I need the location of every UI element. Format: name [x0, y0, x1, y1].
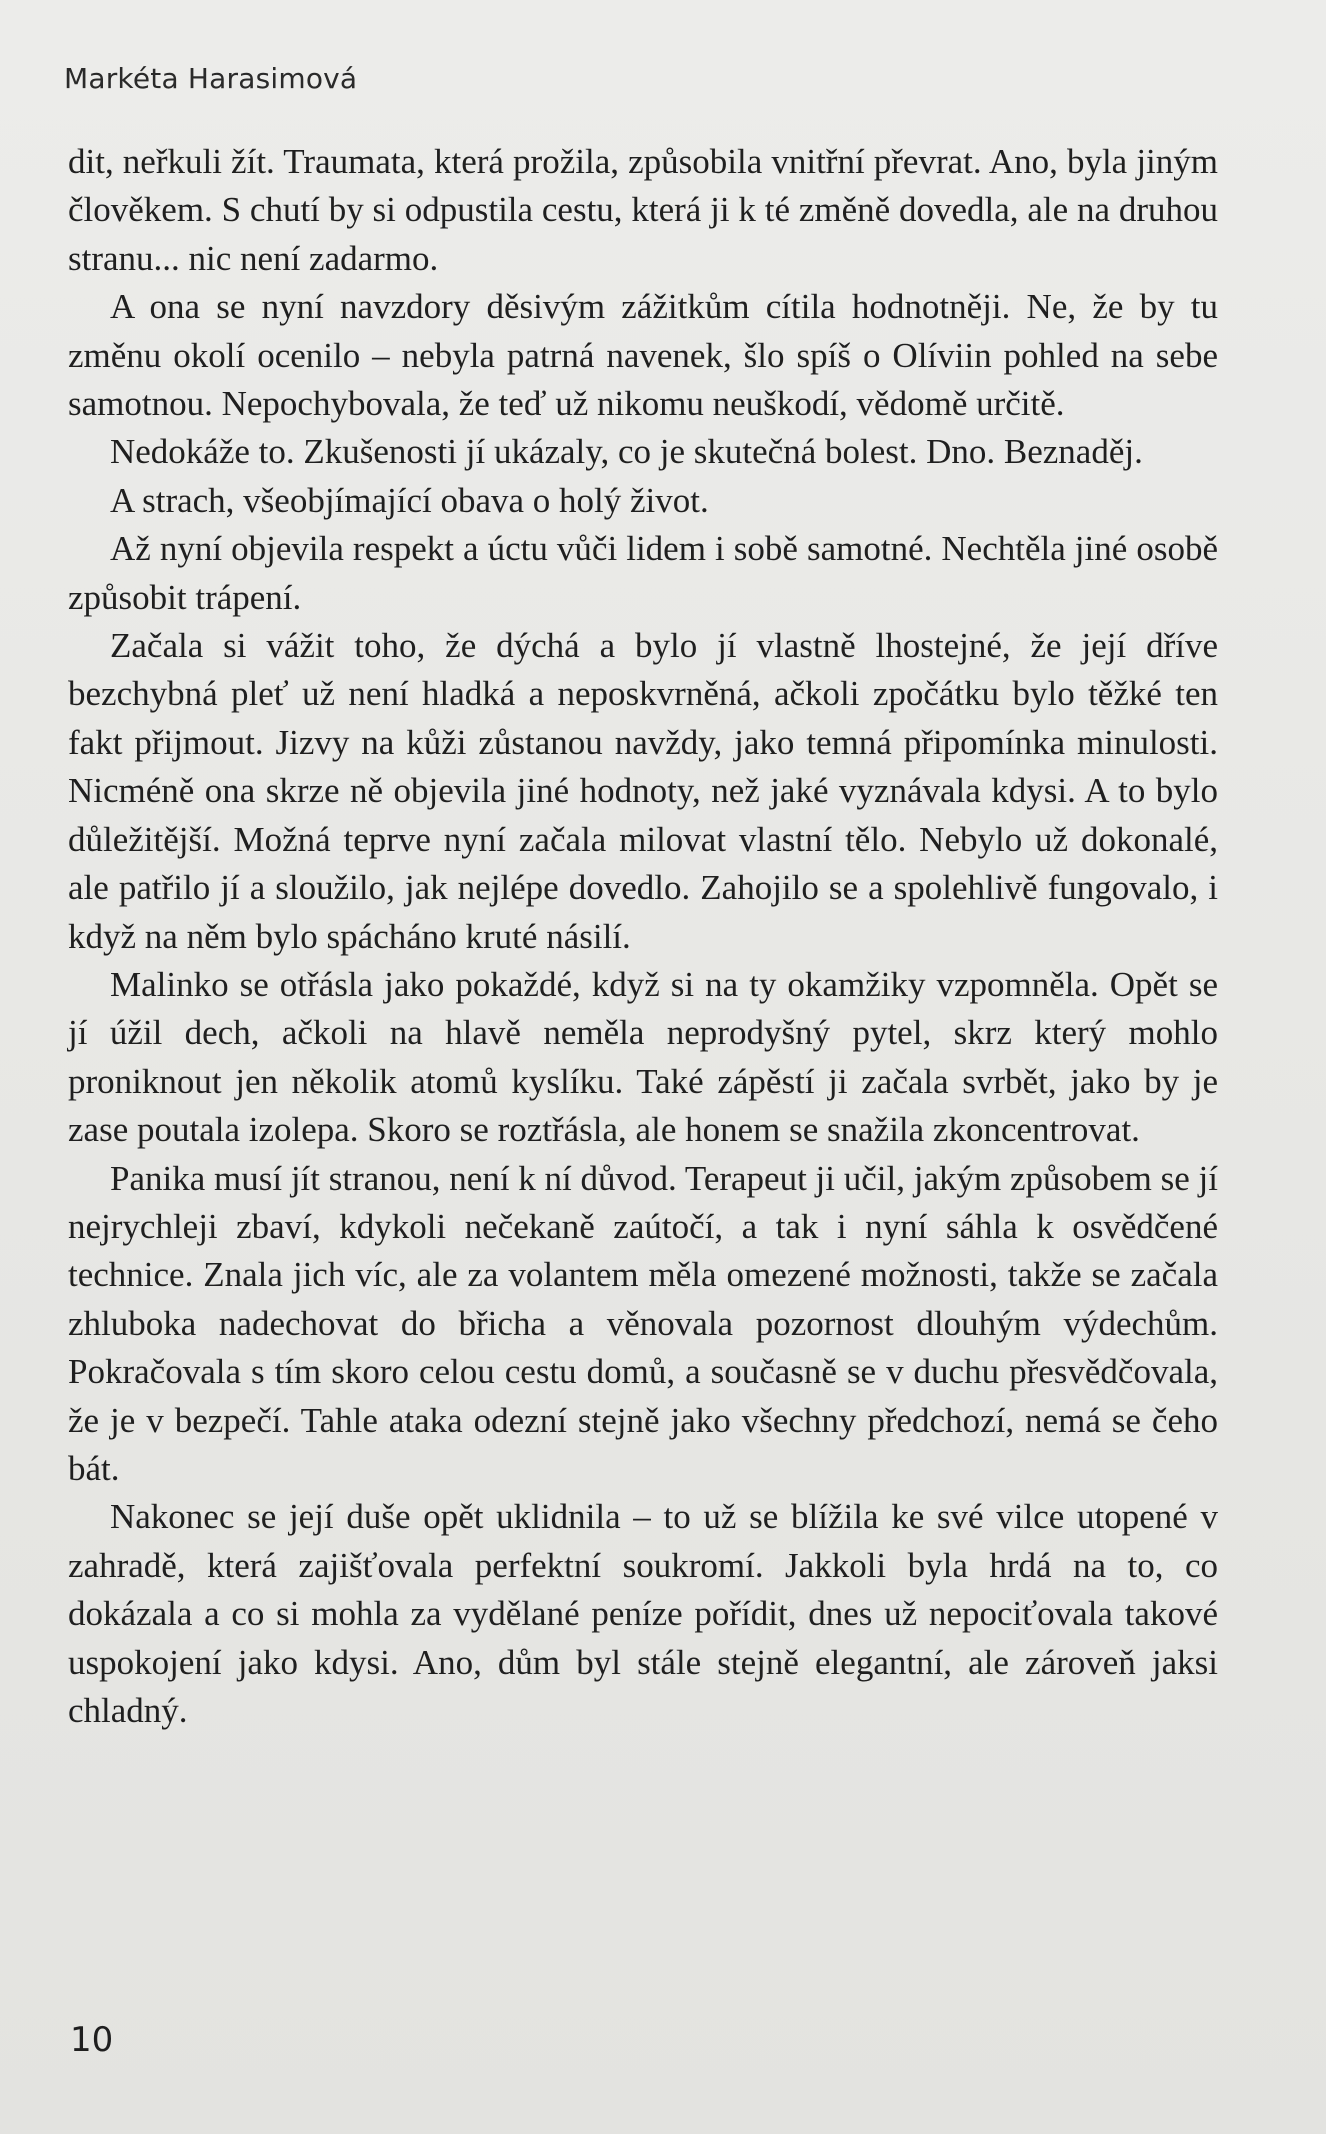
paragraph: Nedokáže to. Zkušenosti jí ukázaly, co je skutečná bolest. Dno. Beznaděj. [110, 432, 1143, 472]
paragraph: Nakonec se její duše opět uklidnila – to už se blížila ke své vilce utopené v zahradě, která zajišťovala perfektní soukromí. Jakkoli byla hrdá na to, co dokázala a co si mohla za vydělané peníze pořídit, dnes už nepociťovala takové uspokojení jako kdysi. Ano, dům byl stále stejně elegantní, ale zároveň jaksi chladný. [68, 1497, 1218, 1730]
paragraph: dit, neřkuli žít. Traumata, která prožila, způsobila vnitřní převrat. Ano, byla jiným člověkem. S chutí by si odpustila cestu, která ji k té změně dovedla, ale na druhou stranu... nic není zadarmo. [68, 142, 1218, 278]
paragraph: Malinko se otřásla jako pokaždé, když si na ty okamžiky vzpomněla. Opět se jí úžil dech, ačkoli na hlavě neměla neprodyšný pytel, skrz který mohlo proniknout jen několik atomů kyslíku. Také zápěstí ji začala svrbět, jako by je zase poutala izolepa. Skoro se roztřásla, ale honem se snažila zkoncentrovat. [68, 964, 1218, 1150]
paragraph: A ona se nyní navzdory děsivým zážitkům cítila hodnotněji. Ne, že by tu změnu okolí ocenilo – nebyla patrná navenek, šlo spíš o Olíviin pohled na sebe samotnou. Nepochybovala, že teď už nikomu neuškodí, vědomě určitě. [68, 287, 1218, 424]
paragraph: Panika musí jít stranou, není k ní důvod. Terapeut ji učil, jakým způsobem se jí nejrychleji zbaví, kdykoli nečekaně zaútočí, a tak i nyní sáhla k osvědčené technice. Znala jich víc, ale za volantem měla omezené možnosti, takže se začala zhluboka nadechovat do břicha a věnovala pozornost dlouhým výdechům. Pokračovala s tím skoro celou cestu domů, a současně se v duchu přesvědčovala, že je v bezpečí. Tahle ataka odezní stejně jako všechny předchozí, nemá se čeho bát. [68, 1158, 1218, 1488]
running-head-author: Markéta Harasimová [64, 62, 358, 95]
paragraph: A strach, všeobjímající obava o holý život. [110, 480, 709, 520]
body-text [68, 138, 1218, 1735]
paragraph: Začala si vážit toho, že dýchá a bylo jí vlastně lhostejné, že její dříve bezchybná pleť už není hladká a neposkvrněná, ačkoli zpočátku bylo těžké ten fakt přijmout. Jizvy na kůži zůstanou navždy, jako temná připomínka minulosti. Nicméně ona skrze ně objevila jiné hodnoty, než jaké vyznávala kdysi. A to bylo důležitější. Možná teprve nyní začala milovat vlastní tělo. Nebylo už dokonalé, ale patřilo jí a sloužilo, jak nejlépe dovedlo. Zahojilo se a spolehlivě fungovalo, i když na něm bylo spácháno kruté násilí. [68, 626, 1218, 956]
paragraph: Až nyní objevila respekt a úctu vůči lidem i sobě samotné. Nechtěla jiné osobě způsobit trápení. [68, 529, 1218, 617]
page-number: 10 [70, 2020, 114, 2060]
